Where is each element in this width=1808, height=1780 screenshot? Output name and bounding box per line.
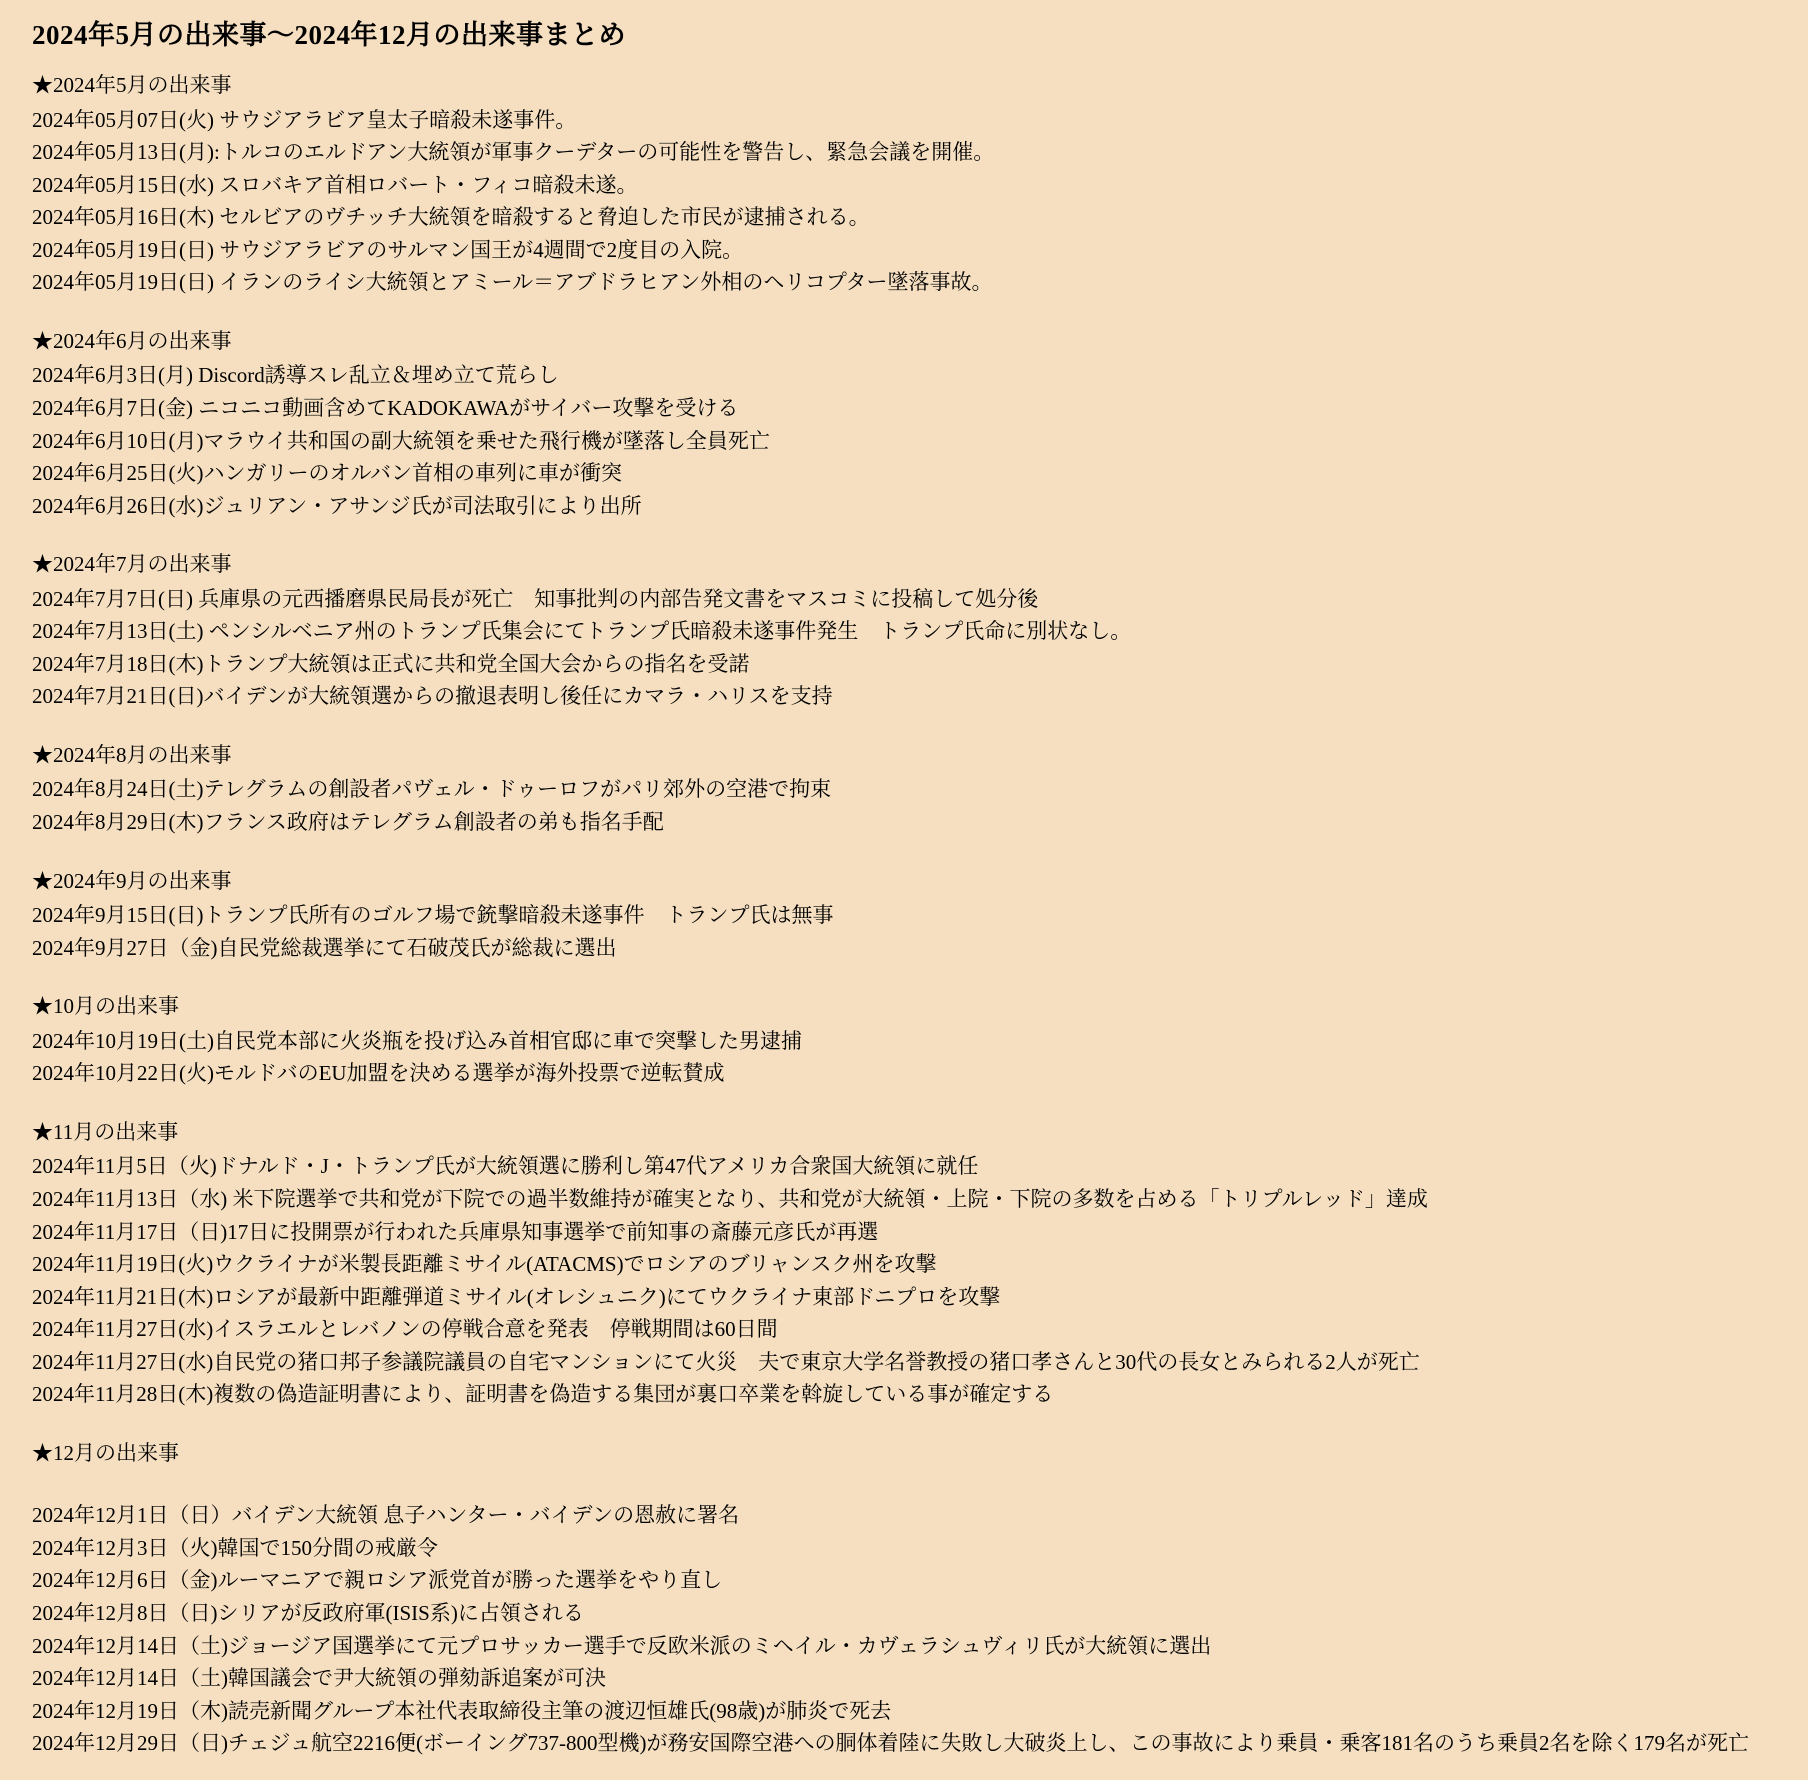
event-section [32,1437,1784,1760]
event-entry: 2024年8月29日(木)フランス政府はテレグラム創設者の弟も指名手配 [32,810,664,835]
event-entry: 2024年05月19日(日) サウジアラビアのサルマン国王が4週間で2度目の入院。 [32,237,744,262]
section-heading: ★2024年7月の出来事 [32,552,232,577]
event-entry: 2024年05月07日(火) サウジアラビア皇太子暗殺未遂事件。 [32,107,577,132]
event-section [32,548,1784,713]
event-entry: 2024年11月27日(水)イスラエルとレバノンの停戦合意を発表 停戦期間は60日間 [32,1317,778,1342]
event-section [32,69,1784,299]
event-entry: 2024年6月25日(火)ハンガリーのオルバン首相の車列に車が衝突 [32,461,623,486]
event-entry: 2024年05月19日(日) イランのライシ大統領とアミール＝アブドラヒアン外相のヘリコプター墜落事故。 [32,270,993,295]
event-entry: 2024年12月19日（木)読売新聞グループ本社代表取締役主筆の渡辺恒雄氏(98歳)が肺炎で死去 [32,1698,892,1723]
event-entry: 2024年9月27日（金)自民党総裁選挙にて石破茂氏が総裁に選出 [32,935,617,960]
event-section [32,325,1784,522]
event-entry: 2024年05月16日(木) セルビアのヴチッチ大統領を暗殺すると脅迫した市民が逮捕される。 [32,205,870,230]
event-entry: 2024年11月28日(木)複数の偽造証明書により、証明書を偽造する集団が裏口卒業を斡旋している事が確定する [32,1382,1054,1407]
section-heading: ★12月の出来事 [32,1440,179,1465]
event-entry: 2024年11月17日（日)17日に投開票が行われた兵庫県知事選挙で前知事の斎藤元彦氏が再選 [32,1219,879,1244]
event-entry: 2024年10月22日(火)モルドバのEU加盟を決める選挙が海外投票で逆転賛成 [32,1061,725,1086]
event-entry: 2024年12月14日（土)韓国議会で尹大統領の弾劾訴追案が可決 [32,1666,606,1691]
event-entry: 2024年12月29日（日)チェジュ航空2216便(ボーイング737-800型機)が務安国際空港への胴体着陸に失敗し大破炎上し、この事故により乗員・乗客181名のうち乗員2名を除く179名が死亡 [32,1731,1749,1756]
event-entry: 2024年6月3日(月) Discord誘導スレ乱立＆埋め立て荒らし [32,363,559,388]
event-section [32,739,1784,839]
event-entry: 2024年11月27日(水)自民党の猪口邦子参議院議員の自宅マンションにて火災 夫で東京大学名誉教授の猪口孝さんと30代の長女とみられる2人が死亡 [32,1349,1420,1374]
event-entry: 2024年11月13日（水) 米下院選挙で共和党が下院での過半数維持が確実となり、共和党が大統領・上院・下院の多数を占める「トリプルレッド」達成 [32,1186,1428,1211]
section-heading: ★2024年5月の出来事 [32,73,232,98]
event-entry: 2024年12月8日（日)シリアが反政府軍(ISIS系)に占領される [32,1600,584,1625]
section-heading: ★10月の出来事 [32,994,179,1019]
section-heading: ★11月の出来事 [32,1119,179,1144]
event-entry: 2024年6月26日(水)ジュリアン・アサンジ氏が司法取引により出所 [32,493,642,518]
event-entry: 2024年11月19日(火)ウクライナが米製長距離ミサイル(ATACMS)でロシアのブリャンスク州を攻撃 [32,1252,937,1277]
event-section [32,865,1784,965]
section-heading: ★2024年6月の出来事 [32,328,232,353]
event-entry: 2024年6月7日(金) ニコニコ動画含めてKADOKAWAがサイバー攻撃を受ける [32,396,739,421]
section-heading: ★2024年8月の出来事 [32,742,232,767]
page-title: 2024年5月の出来事～2024年12月の出来事まとめ [32,20,626,50]
event-entry: 2024年7月21日(日)バイデンが大統領選からの撤退表明し後任にカマラ・ハリスを支持 [32,684,833,709]
event-entry: 2024年11月5日（火)ドナルド・J・トランプ氏が大統領選に勝利し第47代アメリカ合衆国大統領に就任 [32,1154,979,1179]
event-entry: 2024年12月6日（金)ルーマニアで親ロシア派党首が勝った選挙をやり直し [32,1568,723,1593]
event-entry: 2024年05月13日(月):トルコのエルドアン大統領が軍事クーデターの可能性を警告し、緊急会議を開催。 [32,140,995,165]
event-entry: 2024年12月14日（土)ジョージア国選挙にて元プロサッカー選手で反欧米派のミヘイル・カヴェラシュヴィリ氏が大統領に選出 [32,1633,1212,1658]
event-entry: 2024年9月15日(日)トランプ氏所有のゴルフ場で銃撃暗殺未遂事件 トランプ氏は無事 [32,903,834,928]
event-entry: 2024年8月24日(土)テレグラムの創設者パヴェル・ドゥーロフがパリ郊外の空港で拘束 [32,777,832,802]
section-heading: ★2024年9月の出来事 [32,868,232,893]
event-entry: 2024年7月18日(木)トランプ大統領は正式に共和党全国大会からの指名を受諾 [32,651,750,676]
event-section [32,1116,1784,1411]
event-section [32,990,1784,1090]
event-entry: 2024年7月7日(日) 兵庫県の元西播磨県民局長が死亡 知事批判の内部告発文書をマスコミに投稿して処分後 [32,586,1039,611]
event-entry: 2024年6月10日(月)マラウイ共和国の副大統領を乗せた飛行機が墜落し全員死亡 [32,428,770,453]
event-entry: 2024年10月19日(土)自民党本部に火炎瓶を投げ込み首相官邸に車で突撃した男逮捕 [32,1028,802,1053]
event-entry: 2024年12月3日（火)韓国で150分間の戒厳令 [32,1535,438,1560]
event-entry: 2024年7月13日(土) ペンシルベニア州のトランプ氏集会にてトランプ氏暗殺未遂事件発生 トランプ氏命に別状なし。 [32,619,1132,644]
event-entry: 2024年05月15日(水) スロバキア首相ロバート・フィコ暗殺未遂。 [32,172,638,197]
event-entry: 2024年11月21日(木)ロシアが最新中距離弾道ミサイル(オレシュニク)にてウクライナ東部ドニプロを攻撃 [32,1284,1001,1309]
sections-container [32,69,1784,1760]
event-entry: 2024年12月1日（日）バイデン大統領 息子ハンター・バイデンの恩赦に署名 [32,1503,740,1528]
